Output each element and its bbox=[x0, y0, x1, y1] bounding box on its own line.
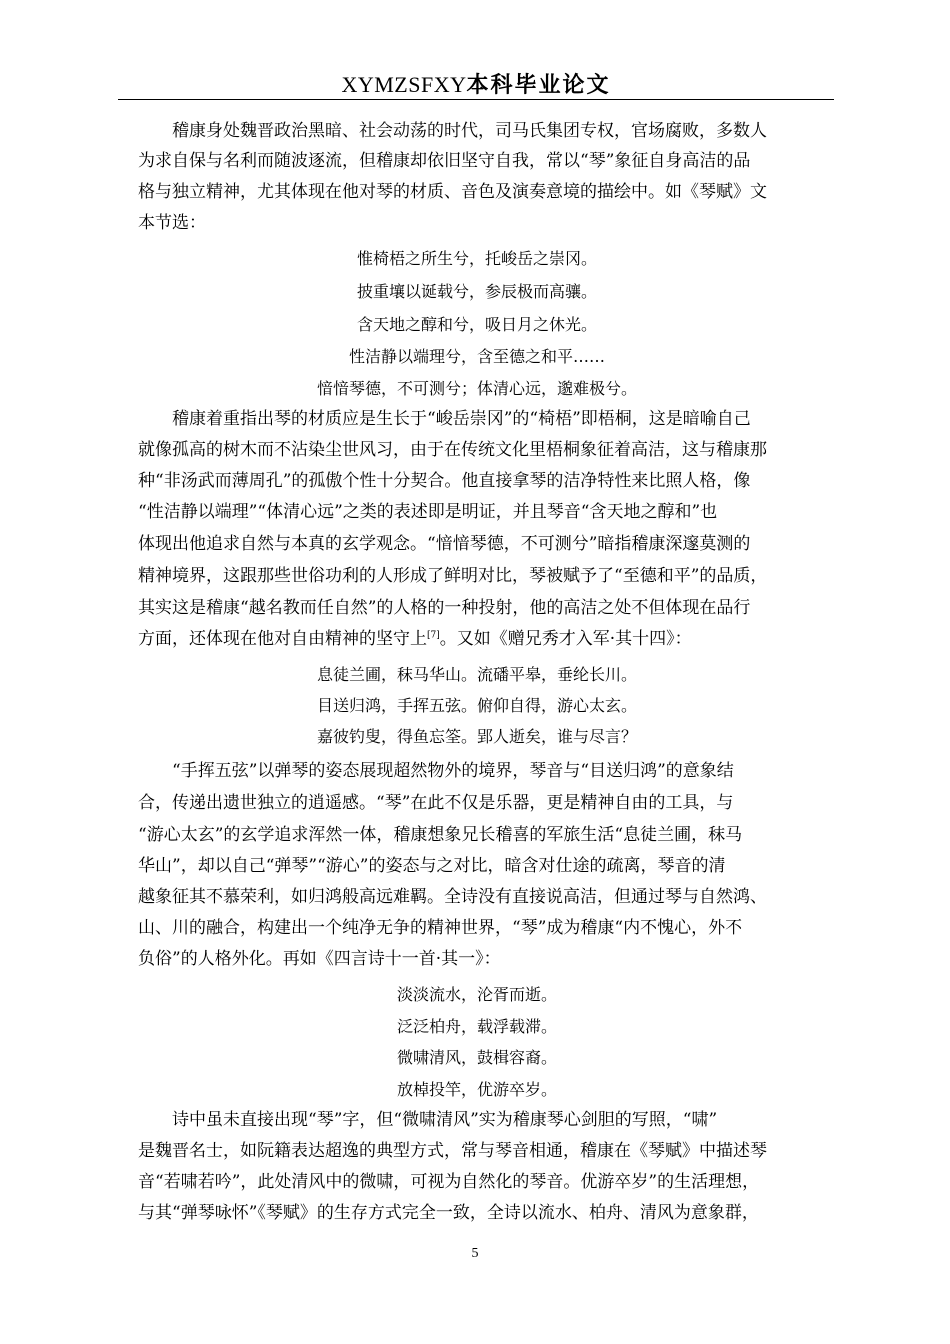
verse-line: 性洁静以端理兮，含至德之和平…… bbox=[348, 347, 605, 366]
paragraph-line: “手挥五弦”以弹琴的姿态展现超然物外的境界，琴音与“目送归鸿”的意象结 bbox=[172, 761, 734, 781]
verse-line: 含天地之醇和兮，吸日月之休光。 bbox=[356, 315, 597, 334]
verse-line: 目送归鸿，手挥五弦。俯仰自得，游心太玄。 bbox=[316, 696, 637, 715]
paragraph-text: 。又如《赠兄秀才入军·其十四》： bbox=[439, 629, 692, 649]
verse-line: 放棹投竿，优游卒岁。 bbox=[396, 1080, 557, 1099]
verse-line: 愔愔琴德，不可测兮；体清心远，邈难极兮。 bbox=[316, 379, 637, 398]
paragraph-line: 就像孤高的树木而不沾染尘世风习，由于在传统文化里梧桐象征着高洁，这与稽康那 bbox=[138, 440, 767, 460]
paragraph-line: 本节选： bbox=[138, 213, 206, 233]
paragraph-line: 合，传递出遗世独立的逍遥感。“琴”在此不仅是乐器，更是精神自由的工具，与 bbox=[138, 793, 734, 813]
paragraph-line: 音“若啸若吟”，此处清风中的微啸，可视为自然化的琴音。优游卒岁”的生活理想， bbox=[138, 1172, 760, 1192]
verse-line: 惟椅梧之所生兮，托峻岳之崇冈。 bbox=[356, 249, 597, 268]
paragraph-line: 格与独立精神，尤其体现在他对琴的材质、音色及演奏意境的描绘中。如《琴赋》文 bbox=[138, 182, 767, 202]
page-number: 5 bbox=[471, 1246, 479, 1261]
paragraph-line: 精神境界，这跟那些世俗功利的人形成了鲜明对比，琴被赋予了“至德和平”的品质， bbox=[138, 566, 768, 586]
verse-line: 披重壤以诞载兮，参辰极而高骧。 bbox=[356, 282, 597, 301]
paragraph-line: 越象征其不慕荣利，如归鸿般高远难羁。全诗没有直接说高洁，但通过琴与自然鸿、 bbox=[138, 887, 767, 907]
paragraph-line bbox=[138, 624, 692, 654]
paragraph-line: 负俗”的人格外化。再如《四言诗十一首·其一》： bbox=[138, 949, 501, 969]
page-header bbox=[118, 72, 834, 99]
paragraph-line: 稽康着重指出琴的材质应是生长于“峻岳崇冈”的“椅梧”即梧桐，这是暗喻自己 bbox=[172, 409, 751, 429]
paragraph-line: 华山”，却以自己“弹琴”“游心”的姿态与之对比，暗含对仕途的疏离，琴音的清 bbox=[138, 856, 726, 876]
paragraph-line: 其实这是稽康“越名教而任自然”的人格的一种投射，他的高洁之处不但体现在品行 bbox=[138, 598, 751, 618]
paragraph-line: 种“非汤武而薄周孔”的孤傲个性十分契合。他直接拿琴的洁净特性来比照人格，像 bbox=[138, 471, 751, 491]
paragraph-text: 方面，还体现在他对自由精神的坚守上 bbox=[138, 629, 427, 649]
header-title: 本科毕业论文 bbox=[466, 73, 611, 98]
header-code: XYMZSFXY bbox=[341, 72, 467, 97]
verse-line: 嘉彼钓叟，得鱼忘筌。郢人逝矣，谁与尽言？ bbox=[316, 727, 637, 746]
paragraph-line: 山、川的融合，构建出一个纯净无争的精神世界，“琴”成为稽康“内不愧心，外不 bbox=[138, 918, 743, 938]
paragraph-line: 体现出他追求自然与本真的玄学观念。“愔愔琴德，不可测兮”暗指稽康深邃莫测的 bbox=[138, 534, 751, 554]
verse-line: 息徒兰圃，秣马华山。流磻平皋，垂纶长川。 bbox=[316, 665, 637, 684]
citation-ref: [7] bbox=[427, 630, 440, 641]
paragraph-line: 为求自保与名利而随波逐流，但稽康却依旧坚守自我，常以“琴”象征自身高洁的品 bbox=[138, 151, 751, 171]
verse-line: 微啸清风，鼓楫容裔。 bbox=[396, 1048, 557, 1067]
paragraph-line: 与其“弹琴咏怀”《琴赋》的生存方式完全一致，全诗以流水、柏舟、清风为意象群， bbox=[138, 1203, 759, 1223]
verse-line: 泛泛柏舟，载浮载滞。 bbox=[396, 1017, 557, 1036]
paragraph-line: “性洁静以端理”“体清心远”之类的表述即是明证，并且琴音“含天地之醇和”也 bbox=[138, 502, 718, 522]
paragraph-line: 稽康身处魏晋政治黑暗、社会动荡的时代，司马氏集团专权，官场腐败，多数人 bbox=[172, 121, 767, 141]
paragraph-line: 是魏晋名士，如阮籍表达超逸的典型方式，常与琴音相通，稽康在《琴赋》中描述琴 bbox=[138, 1141, 767, 1161]
verse-line: 淡淡流水，沦胥而逝。 bbox=[396, 985, 557, 1004]
paragraph-line: 诗中虽未直接出现“琴”字，但“微啸清风”实为稽康琴心剑胆的写照，“啸” bbox=[172, 1110, 718, 1130]
paragraph-line: “游心太玄”的玄学追求浑然一体，稽康想象兄长稽喜的军旅生活“息徒兰圃，秣马 bbox=[138, 825, 743, 845]
header-rule bbox=[118, 99, 834, 100]
